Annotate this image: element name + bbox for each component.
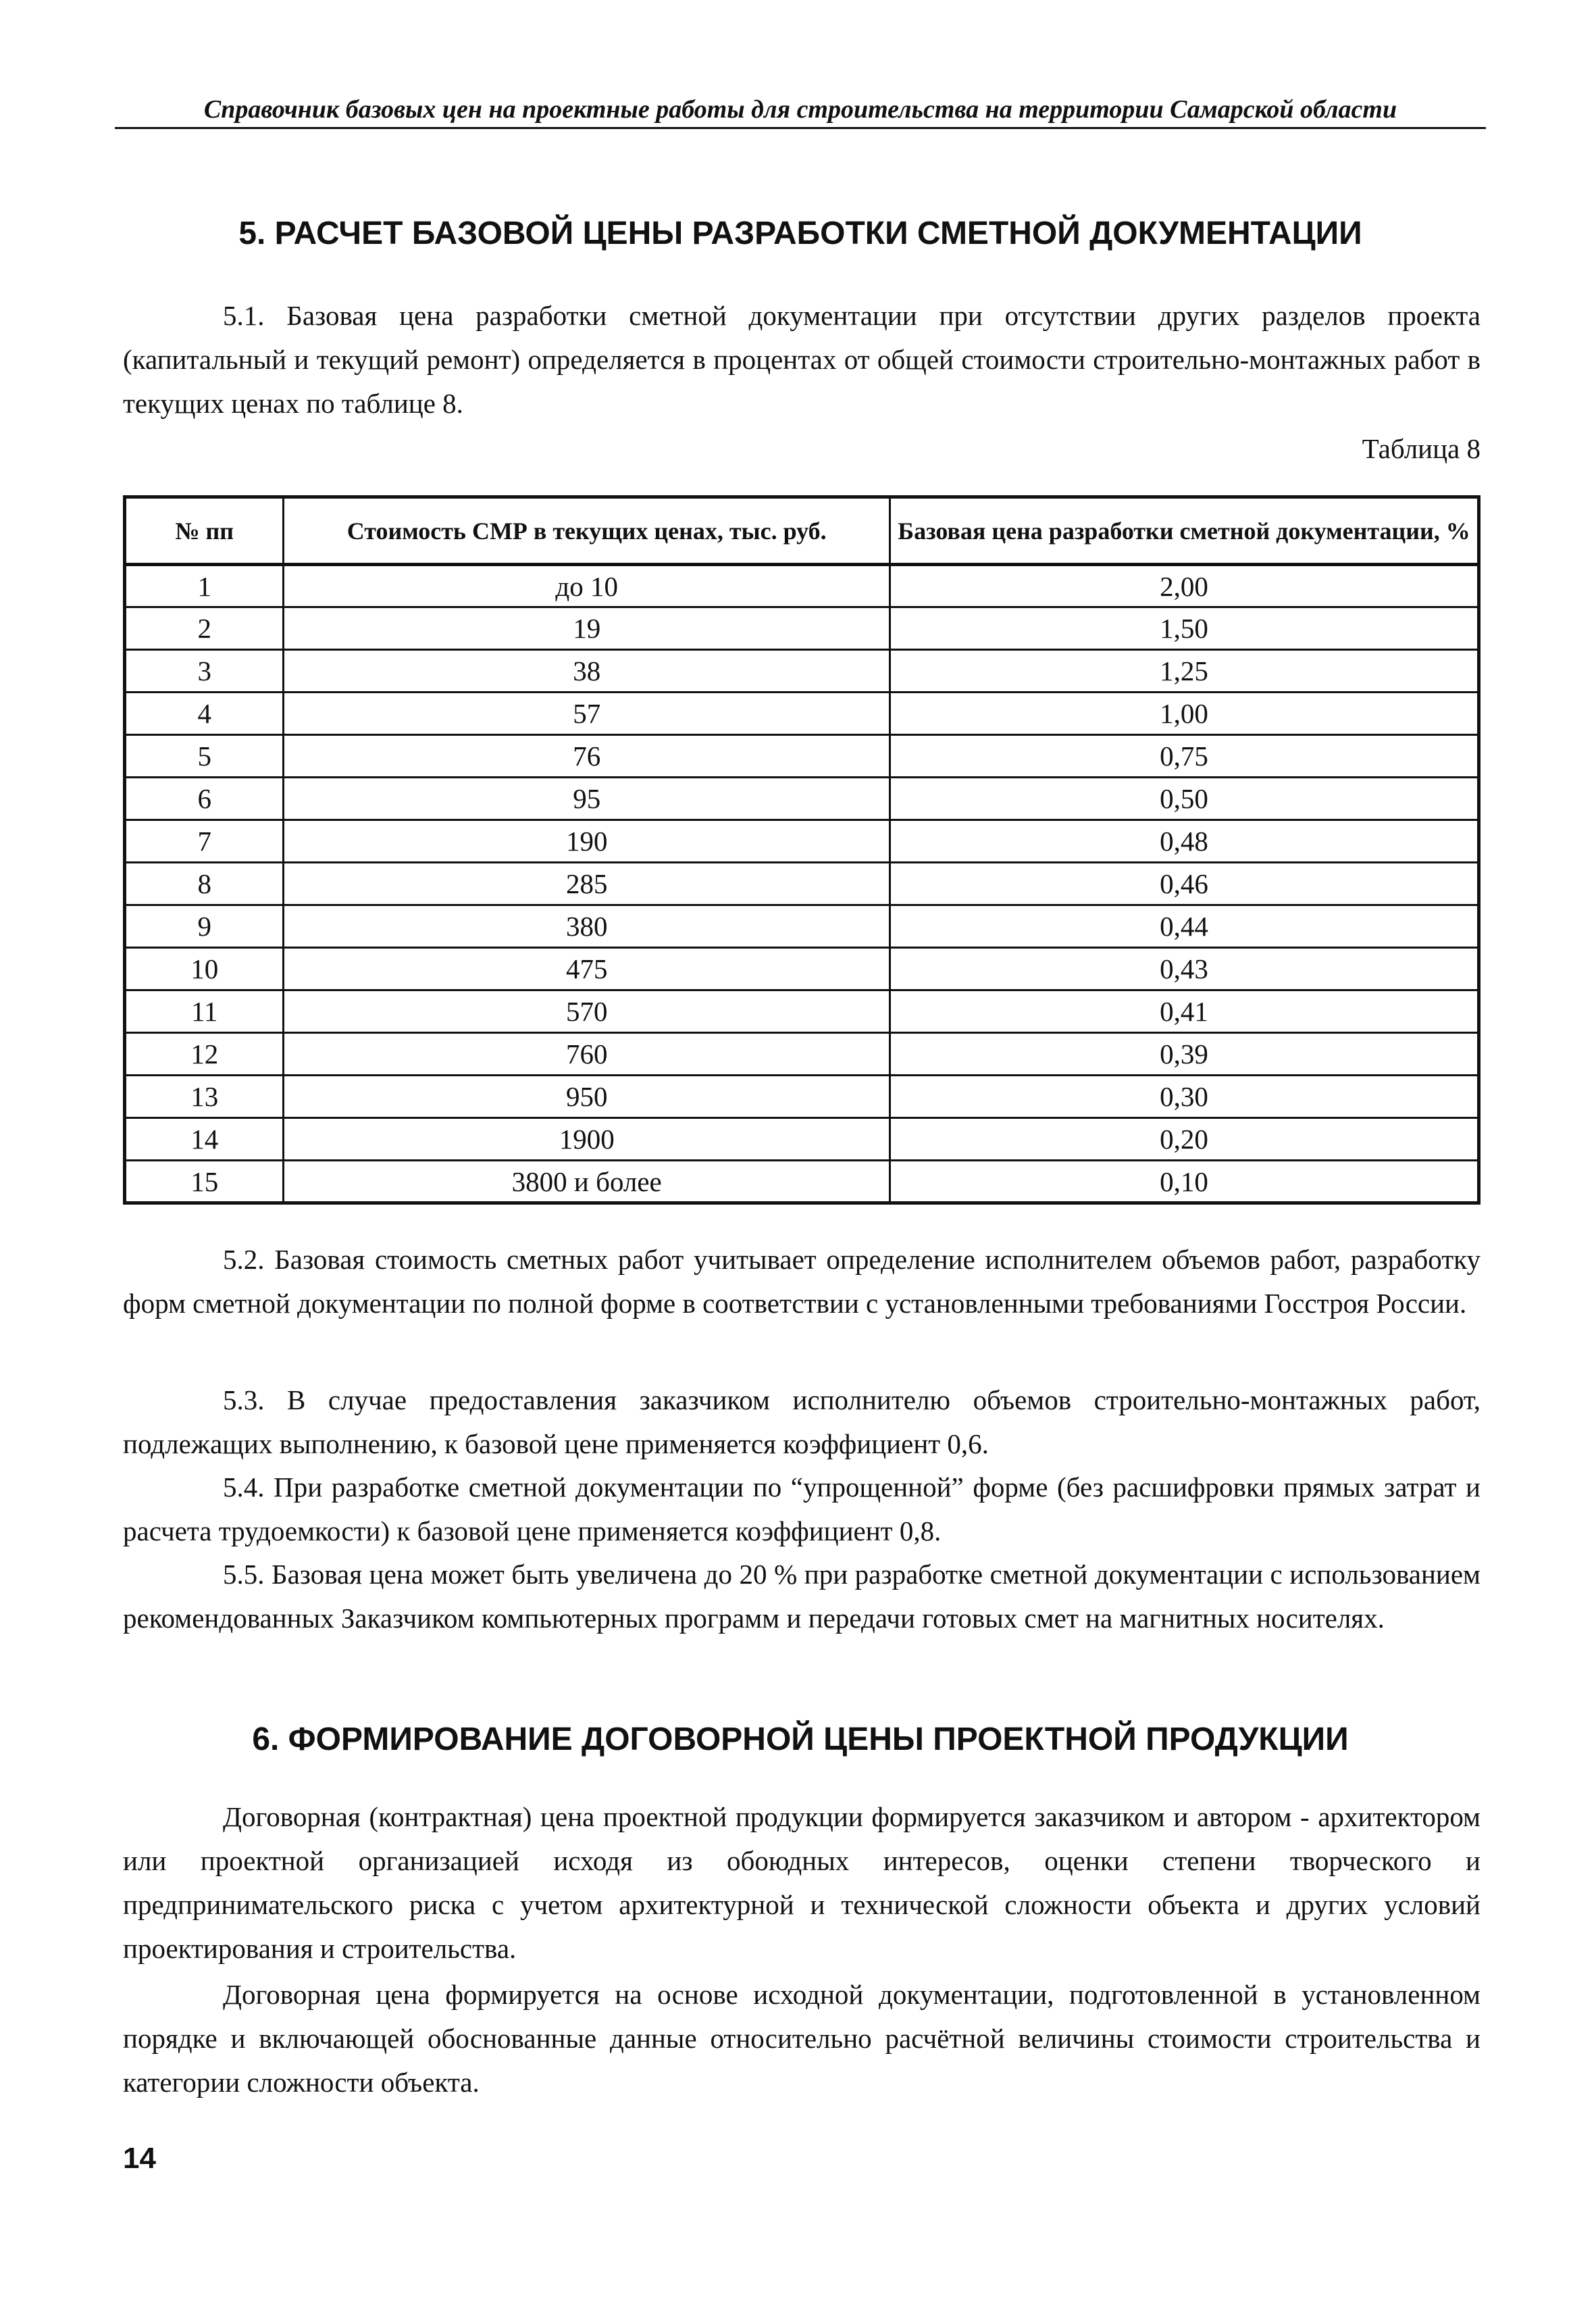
paragraph-5-5 xyxy=(123,1553,1481,1640)
cell-number: 15 xyxy=(125,1161,284,1203)
paragraph-5-3-text: 5.3. В случае предоставления заказчиком исполнителю объемов строительно-монтажных работ, подлежащих выполнению, к базовой цене применяется коэффициент 0,6. xyxy=(123,1384,1481,1459)
cell-percent: 1,00 xyxy=(890,693,1479,735)
paragraph-5-5-text: 5.5. Базовая цена может быть увеличена до 20 % при разработке сметной документации с использованием рекомендованных Заказчиком компьютерных программ и передачи готовых смет на магнитных носителях. xyxy=(123,1559,1481,1634)
table-row xyxy=(125,820,1479,863)
cell-percent: 0,75 xyxy=(890,735,1479,778)
cell-percent: 0,48 xyxy=(890,820,1479,863)
page-number: 14 xyxy=(123,2142,156,2175)
table-header-row xyxy=(125,497,1479,565)
table-row xyxy=(125,1118,1479,1161)
cell-percent: 0,43 xyxy=(890,948,1479,990)
cell-percent: 2,00 xyxy=(890,565,1479,607)
cell-number: 6 xyxy=(125,778,284,820)
cell-cost: 475 xyxy=(284,948,890,990)
table-row xyxy=(125,863,1479,905)
paragraph-5-1-text: 5.1. Базовая цена разработки сметной документации при отсутствии других разделов проекта (капитальный и текущий ремонт) определяется в процентах от общей стоимости строительно-монтажных работ в текущих ценах по таблице 8. xyxy=(123,300,1481,419)
table-row xyxy=(125,1076,1479,1118)
section-5-title: 5. РАСЧЕТ БАЗОВОЙ ЦЕНЫ РАЗРАБОТКИ СМЕТНОЙ ДОКУМЕНТАЦИИ xyxy=(238,216,1362,251)
cell-percent: 0,10 xyxy=(890,1161,1479,1203)
paragraph-5-4-text: 5.4. При разработке сметной документации по “упрощенной” форме (без расшифровки прямых затрат и расчета трудоемкости) к базовой цене применяется коэффициент 0,8. xyxy=(123,1472,1481,1546)
header-base-price: Базовая цена разработки сметной документации, % xyxy=(890,497,1479,565)
cell-number: 2 xyxy=(125,607,284,650)
table-caption: Таблица 8 xyxy=(1362,433,1481,464)
cell-cost: 380 xyxy=(284,905,890,948)
paragraph-5-2 xyxy=(123,1238,1481,1326)
table-row xyxy=(125,1161,1479,1203)
cell-number: 14 xyxy=(125,1118,284,1161)
paragraph-6-1-text: Договорная (контрактная) цена проектной продукции формируется заказчиком и автором - архитектором или проектной организацией исходя из обоюдных интересов, оценки степени творческого и предпринимательского риска с учетом архитектурной и технической сложности объекта и других условий проектирования и строительства. xyxy=(123,1801,1481,1964)
paragraph-5-3 xyxy=(123,1378,1481,1466)
header-cost: Стоимость СМР в текущих ценах, тыс. руб. xyxy=(284,497,890,565)
cell-number: 13 xyxy=(125,1076,284,1118)
cell-number: 9 xyxy=(125,905,284,948)
running-header: Справочник базовых цен на проектные работы для строительства на территории Самарской области xyxy=(115,95,1486,129)
paragraph-6-2 xyxy=(123,1973,1481,2105)
cell-percent: 1,50 xyxy=(890,607,1479,650)
cell-cost: 1900 xyxy=(284,1118,890,1161)
cell-number: 7 xyxy=(125,820,284,863)
cell-cost: до 10 xyxy=(284,565,890,607)
cell-percent: 0,39 xyxy=(890,1033,1479,1076)
price-table xyxy=(123,495,1481,1205)
paragraph-5-1 xyxy=(123,294,1481,426)
cell-cost: 19 xyxy=(284,607,890,650)
cell-cost: 285 xyxy=(284,863,890,905)
cell-cost: 760 xyxy=(284,1033,890,1076)
cell-number: 5 xyxy=(125,735,284,778)
cell-percent: 1,25 xyxy=(890,650,1479,693)
cell-cost: 3800 и более xyxy=(284,1161,890,1203)
cell-cost: 570 xyxy=(284,990,890,1033)
cell-number: 1 xyxy=(125,565,284,607)
cell-percent: 0,20 xyxy=(890,1118,1479,1161)
cell-cost: 190 xyxy=(284,820,890,863)
paragraph-5-2-text: 5.2. Базовая стоимость сметных работ учитывает определение исполнителем объемов работ, разработку форм сметной документации по полной форме в соответствии с установленными требованиями Госстроя России. xyxy=(123,1244,1481,1319)
cell-percent: 0,44 xyxy=(890,905,1479,948)
paragraph-5-4 xyxy=(123,1465,1481,1553)
cell-percent: 0,46 xyxy=(890,863,1479,905)
table-row xyxy=(125,905,1479,948)
cell-number: 11 xyxy=(125,990,284,1033)
table-row xyxy=(125,948,1479,990)
table-row xyxy=(125,778,1479,820)
paragraph-6-2-text: Договорная цена формируется на основе исходной документации, подготовленной в установленном порядке и включающей обоснованные данные относительно расчётной величины стоимости строительства и категории сложности объекта. xyxy=(123,1979,1481,2098)
cell-percent: 0,41 xyxy=(890,990,1479,1033)
cell-number: 12 xyxy=(125,1033,284,1076)
table-row xyxy=(125,607,1479,650)
cell-number: 4 xyxy=(125,693,284,735)
cell-cost: 950 xyxy=(284,1076,890,1118)
paragraph-6-1 xyxy=(123,1795,1481,1971)
section-6-title: 6. ФОРМИРОВАНИЕ ДОГОВОРНОЙ ЦЕНЫ ПРОЕКТНОЙ ПРОДУКЦИИ xyxy=(252,1721,1349,1757)
cell-cost: 76 xyxy=(284,735,890,778)
cell-number: 10 xyxy=(125,948,284,990)
table-row xyxy=(125,990,1479,1033)
cell-cost: 38 xyxy=(284,650,890,693)
table-row xyxy=(125,650,1479,693)
cell-number: 3 xyxy=(125,650,284,693)
cell-cost: 57 xyxy=(284,693,890,735)
table-row xyxy=(125,693,1479,735)
cell-percent: 0,30 xyxy=(890,1076,1479,1118)
cell-cost: 95 xyxy=(284,778,890,820)
table-row xyxy=(125,735,1479,778)
cell-percent: 0,50 xyxy=(890,778,1479,820)
table-row xyxy=(125,565,1479,607)
header-number: № пп xyxy=(125,497,284,565)
table-row xyxy=(125,1033,1479,1076)
cell-number: 8 xyxy=(125,863,284,905)
